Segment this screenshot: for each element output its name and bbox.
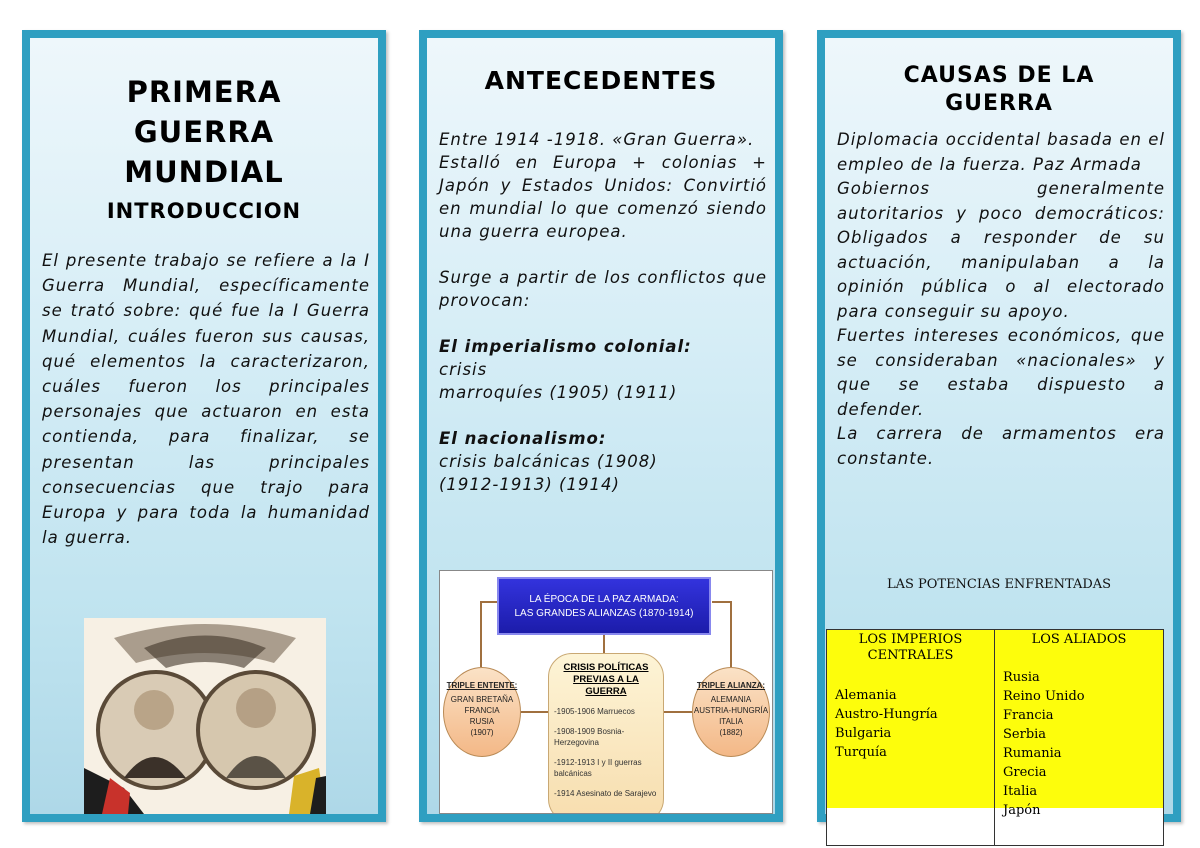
section-heading-antecedentes: ANTECEDENTES <box>484 66 718 95</box>
paragraph: Entre 1914 -1918. «Gran Guerra». <box>439 130 755 149</box>
potencias-heading: LAS POTENCIAS ENFRENTADAS <box>886 577 1112 592</box>
diagram-item: FRANCIA <box>464 706 500 715</box>
column-header: LOS IMPERIOS CENTRALES <box>858 632 963 663</box>
triple-entente-oval <box>443 667 521 757</box>
central-powers-list <box>827 664 994 762</box>
country-item: Austro-Hungría <box>835 707 938 722</box>
diagram-item: (1882) <box>719 728 743 737</box>
country-item: Japón <box>1003 803 1041 818</box>
connector-line <box>664 711 692 713</box>
diagram-label: TRIPLE ALIANZA: <box>696 681 766 690</box>
imperialismo-heading: El imperialismo colonial: <box>439 337 692 356</box>
emperors-portrait-image <box>84 618 326 814</box>
diagram-item: -1912-1913 I y II guerras balcánicas <box>554 758 642 778</box>
allies-list <box>995 648 1163 820</box>
connector-line <box>480 601 482 667</box>
connector-line <box>480 601 498 603</box>
diagram-item: -1914 Asesinato de Sarajevo <box>554 789 657 798</box>
alliances-diagram <box>439 570 773 814</box>
crisis-politicas-box <box>548 653 664 814</box>
title-line: CAUSAS DE LA <box>903 63 1095 88</box>
paragraph: Estalló en Europa + colonias + Japón y Estados Unidos: Convirtió en mundial lo que comenzó siendo una guerra europea. <box>439 153 767 241</box>
diagram-label: CRISIS POLÍTICAS PREVIAS A LA GUERRA <box>563 662 649 697</box>
title-line: GUERRA <box>133 115 275 149</box>
diagram-item: AUSTRIA-HUNGRÍA <box>693 706 769 715</box>
main-title <box>30 72 378 192</box>
country-item: Grecia <box>1003 765 1047 780</box>
panel-introduccion <box>22 30 386 822</box>
title-line: MUNDIAL <box>124 155 284 189</box>
section-heading-causas <box>825 62 1173 118</box>
connector-line <box>603 635 605 655</box>
diagram-item: (1907) <box>470 728 494 737</box>
connector-line <box>730 601 732 667</box>
portrait-illustration <box>84 618 326 814</box>
country-item: Rumania <box>1003 746 1062 761</box>
paragraph: crisis balcánicas (1908) <box>439 452 658 471</box>
panel-antecedentes <box>419 30 783 822</box>
diagram-label: LA ÉPOCA DE LA PAZ ARMADA: <box>529 594 679 605</box>
powers-table <box>826 629 1164 846</box>
paragraph: crisis <box>439 360 488 379</box>
country-item: Serbia <box>1003 727 1047 742</box>
country-item: Bulgaria <box>835 726 892 741</box>
introduccion-text: El presente trabajo se refiere a la I Guerra Mundial, específicamente se trató sobre: qué fue la I Guerra Mundial, cuáles fueron sus causas, qué elementos la caracterizaron, cuáles fueron los principales personajes que actuaron en esta contienda, para finalizar, se presentan las principales consecuencias que trajo para Europa y para toda la humanidad la guerra. <box>42 251 370 548</box>
triple-alianza-oval <box>692 667 770 757</box>
section-heading-introduccion: INTRODUCCION <box>106 199 302 223</box>
title-line: GUERRA <box>945 91 1053 116</box>
country-item: Rusia <box>1003 670 1040 685</box>
column-header: LOS ALIADOS <box>1031 632 1127 647</box>
diagram-item: GRAN BRETAÑA <box>450 695 514 704</box>
nacionalismo-heading: El nacionalismo: <box>439 429 607 448</box>
connector-line <box>521 711 549 713</box>
title-line: PRIMERA <box>126 75 282 109</box>
allies-column <box>995 630 1163 845</box>
diagram-item: -1905-1906 Marruecos <box>554 707 635 716</box>
connector-line <box>712 601 732 603</box>
diagram-item: ALEMANIA <box>710 695 752 704</box>
paz-armada-box <box>497 577 711 635</box>
diagram-label: TRIPLE ENTENTE: <box>446 681 518 690</box>
diagram-item: RUSIA <box>469 717 495 726</box>
paragraph: (1912-1913) (1914) <box>439 475 620 494</box>
country-item: Francia <box>1003 708 1054 723</box>
diagram-item: -1908-1909 Bosnia-Herzegovina <box>554 727 625 747</box>
country-item: Reino Unido <box>1003 689 1085 704</box>
paragraph: Surge a partir de los conflictos que provocan: <box>439 268 767 310</box>
country-item: Alemania <box>835 688 897 703</box>
causas-text: Diplomacia occidental basada en el empleo de la fuerza. Paz Armada Gobiernos generalmente autoritarios y poco democráticos: Obligados a responder de su actuación, manipulaban a la opinión pública o al electorado para conseguir su apoyo. Fuertes intereses económicos, que se consideraban «nacionales» y que se estaba dispuesto a defender. La carrera de armamentos era constante. <box>837 130 1165 468</box>
country-item: Italia <box>1003 784 1038 799</box>
paragraph: marroquíes (1905) (1911) <box>439 383 678 402</box>
central-powers-column <box>827 630 995 845</box>
antecedentes-text <box>439 128 767 496</box>
diagram-item: ITALIA <box>719 717 743 726</box>
country-item: Turquía <box>835 745 887 760</box>
diagram-label: LAS GRANDES ALIANZAS (1870-1914) <box>514 608 694 619</box>
